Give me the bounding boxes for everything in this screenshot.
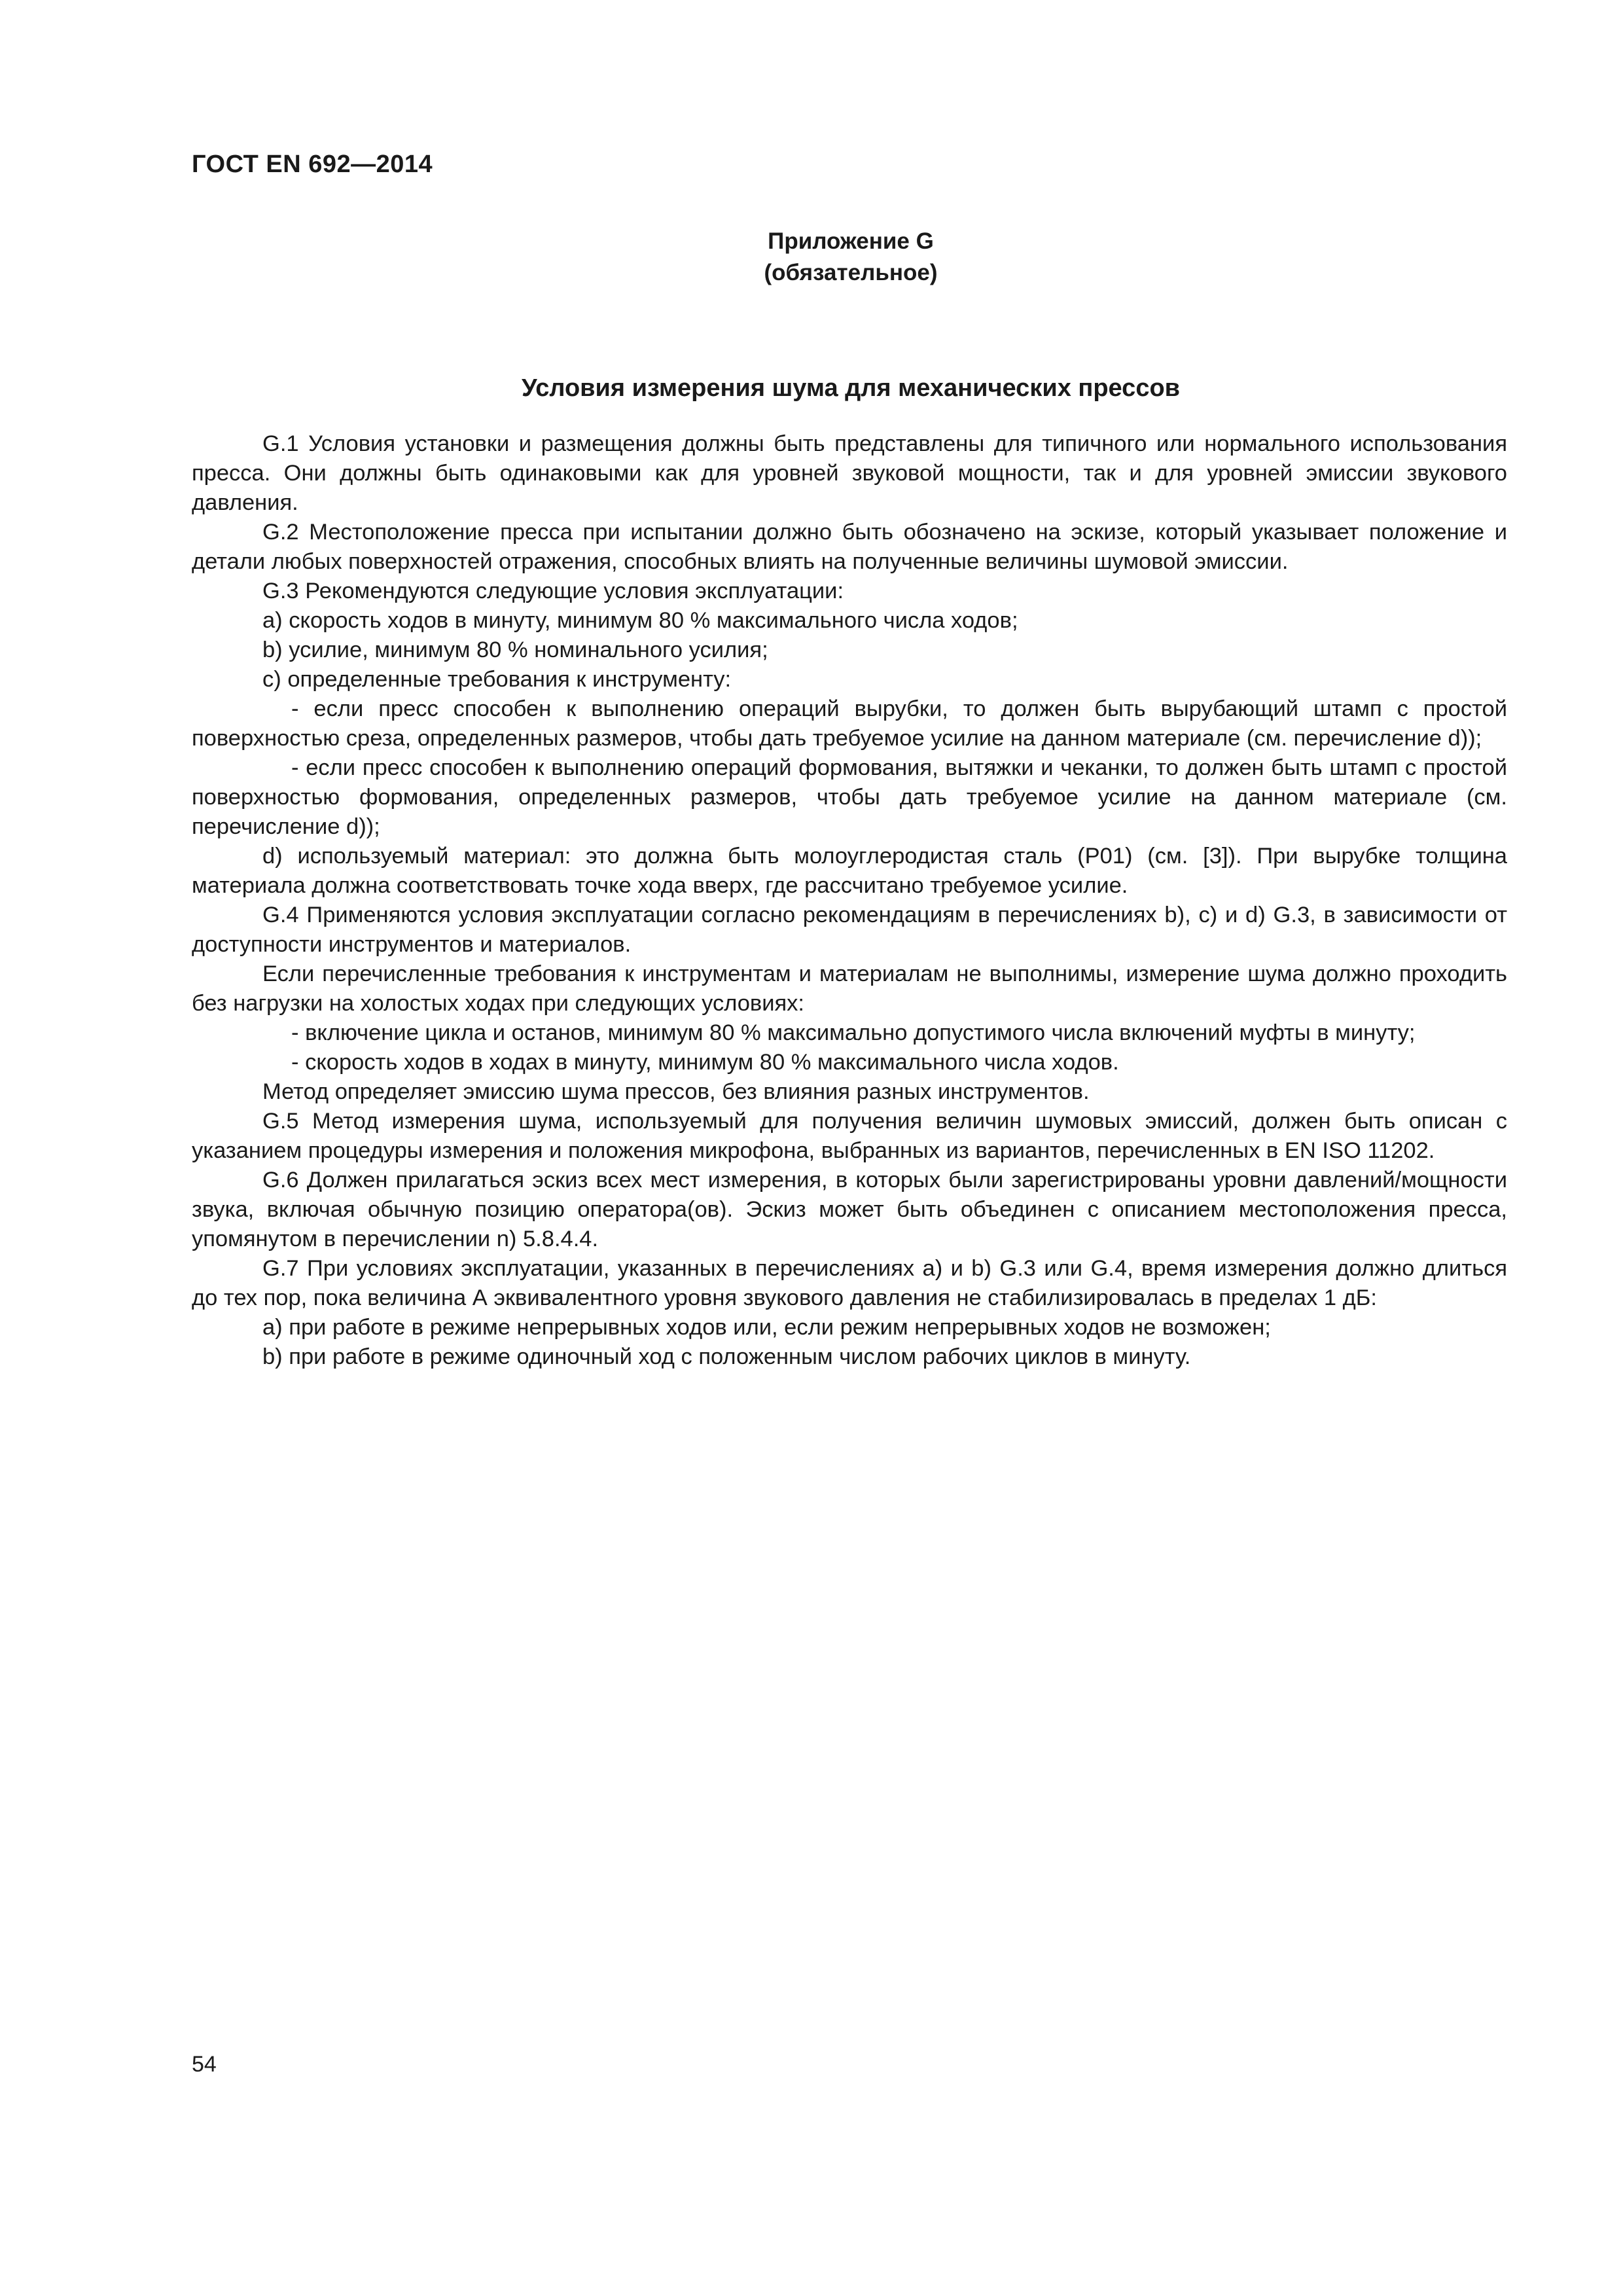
list-item-d: d) используемый материал: это должна быть молоуглеродистая сталь (Р01) (см. [3]). При вырубке толщина материала должна соответствовать точке хода вверх, где рассчитано требуемое усилие. — [192, 844, 1507, 898]
list-item-g7-a: a) при работе в режиме непрерывных ходов или, если режим непрерывных ходов не возможен; — [262, 1315, 1271, 1340]
paragraph-g6: G.6 Должен прилагаться эскиз всех мест измерения, в которых были зарегистрированы уровни давлений/мощности звука, включая обычную позицию оператора(ов). Эскиз может быть объединен с описанием местоположения пресса, упомянутом в перечислении n) 5.8.4.4. — [192, 1168, 1507, 1251]
dash-item-forming: - если пресс способен к выполнению операций формования, вытяжки и чеканки, то должен быть штамп с простой поверхностью формования, определенных размеров, чтобы дать требуемое усилие на данном материале (см. перечисление d)); — [192, 755, 1507, 839]
paragraph-g4: G.4 Применяются условия эксплуатации согласно рекомендациям в перечислениях b), с) и d) G.3, в зависимости от доступности инструментов и материалов. — [192, 903, 1507, 957]
document-header: ГОСТ EN 692—2014 — [192, 151, 433, 178]
paragraph-g1: G.1 Условия установки и размещения должны быть представлены для типичного или нормального использования пресса. Они должны быть одинаковыми как для уровней звуковой мощности, так и для уровней эмиссии звукового давления. — [192, 431, 1507, 515]
page-number: 54 — [192, 2052, 217, 2077]
paragraph-g2: G.2 Местоположение пресса при испытании должно быть обозначено на эскизе, который указывает положение и детали любых поверхностей отражения, способных влиять на полученные величины шумовой эмиссии. — [192, 520, 1507, 574]
dash-item-cycle: - включение цикла и останов, минимум 80 % максимально допустимого числа включений муфты в минуту; — [291, 1020, 1416, 1045]
dash-item-speed: - скорость ходов в ходах в минуту, минимум 80 % максимального числа ходов. — [291, 1050, 1119, 1075]
paragraph-g7: G.7 При условиях эксплуатации, указанных в перечислениях а) и b) G.3 или G.4, время измерения должно длиться до тех пор, пока величина А эквивалентного уровня звукового давления не стабилизировалась в пределах 1 дБ: — [192, 1256, 1507, 1310]
section-title: Условия измерения шума для механических прессов — [521, 374, 1181, 402]
paragraph-g5: G.5 Метод измерения шума, используемый для получения величин шумовых эмиссий, должен быть описан с указанием процедуры измерения и положения микрофона, выбранных из вариантов, перечисленных в EN ISO 11202. — [192, 1109, 1507, 1163]
paragraph-method: Метод определяет эмиссию шума прессов, без влияния разных инструментов. — [262, 1079, 1090, 1104]
list-item-b: b) усилие, минимум 80 % номинального усилия; — [262, 637, 768, 662]
list-item-c: c) определенные требования к инструменту: — [262, 667, 732, 692]
annex-heading — [0, 226, 1623, 289]
list-item-g7-b: b) при работе в режиме одиночный ход с положенным числом рабочих циклов в минуту. — [262, 1344, 1191, 1369]
paragraph-no-load: Если перечисленные требования к инструментам и материалам не выполнимы, измерение шума должно проходить без нагрузки на холостых ходах при следующих условиях: — [192, 961, 1507, 1016]
list-item-a: a) скорость ходов в минуту, минимум 80 % максимального числа ходов; — [262, 608, 1018, 633]
dash-item-cutting: - если пресс способен к выполнению операций вырубки, то должен быть вырубающий штамп с простой поверхностью среза, определенных размеров, чтобы дать требуемое усилие на данном материале (см. перечисление d)); — [192, 696, 1507, 751]
document-body — [192, 429, 1507, 1372]
annex-status: (обязательное) — [764, 260, 938, 285]
paragraph-g3: G.3 Рекомендуются следующие условия эксплуатации: — [262, 579, 844, 603]
annex-label: Приложение G — [768, 228, 934, 254]
